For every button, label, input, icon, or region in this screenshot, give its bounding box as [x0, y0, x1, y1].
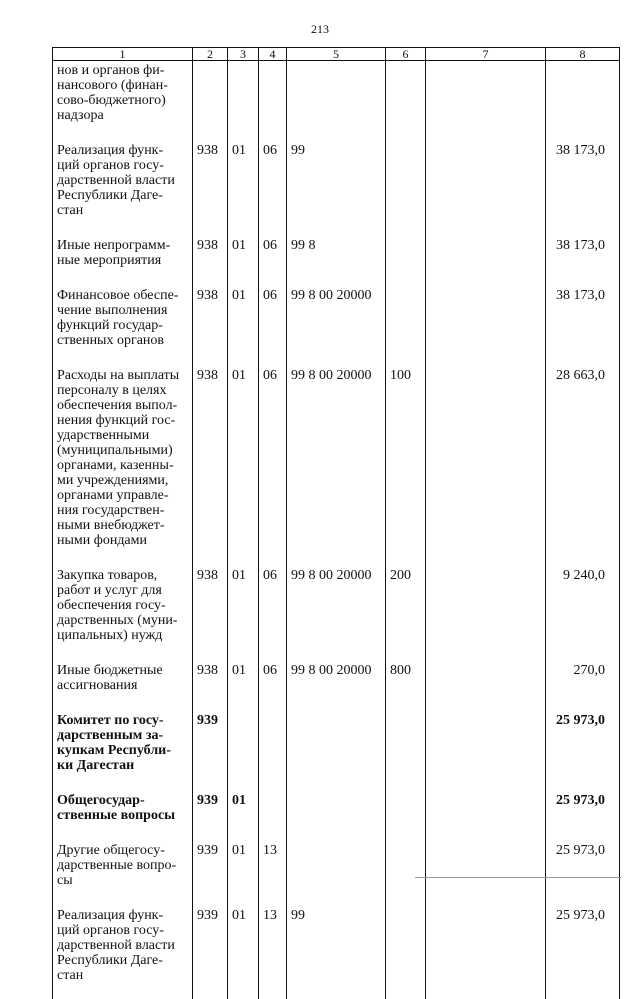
row-target-article-code	[287, 841, 386, 906]
row-subsection-code: 06	[259, 236, 287, 286]
row-name: Иные непрограмм- ные мероприятия	[53, 236, 193, 286]
row-amount: 25 973,0	[546, 841, 620, 906]
row-expense-type-code	[386, 906, 426, 999]
row-admin-code: 939	[193, 841, 228, 906]
header-row	[53, 48, 620, 61]
table-row	[53, 906, 620, 999]
row-target-article-code	[287, 791, 386, 841]
row-subsection-code	[259, 791, 287, 841]
row-section-code: 01	[228, 906, 259, 999]
row-subsection-code: 06	[259, 141, 287, 236]
row-column-7	[426, 791, 546, 841]
row-admin-code: 938	[193, 566, 228, 661]
row-name: Расходы на выплаты персоналу в целях обеспечения выпол- нения функций гос- ударственными (муниципальными) органами, казенны- ми учреждениями, органами управле- ния государствен- ными внебюджет- ными фондами	[53, 366, 193, 566]
row-admin-code	[193, 61, 228, 142]
row-section-code	[228, 711, 259, 791]
row-expense-type-code: 800	[386, 661, 426, 711]
row-section-code: 01	[228, 141, 259, 236]
row-admin-code: 939	[193, 711, 228, 791]
row-section-code: 01	[228, 791, 259, 841]
row-target-article-code: 99 8 00 20000	[287, 566, 386, 661]
row-column-7	[426, 236, 546, 286]
row-amount: 270,0	[546, 661, 620, 711]
row-admin-code: 938	[193, 141, 228, 236]
row-target-article-code: 99 8	[287, 236, 386, 286]
row-admin-code: 938	[193, 286, 228, 366]
column-header-3: 3	[228, 48, 259, 61]
row-name: нов и органов фи- нансового (финан- сово-бюджетного) надзора	[53, 61, 193, 142]
row-column-7	[426, 141, 546, 236]
row-amount: 38 173,0	[546, 236, 620, 286]
row-name: Комитет по госу- дарственным за- купкам Республи- ки Дагестан	[53, 711, 193, 791]
row-expense-type-code	[386, 711, 426, 791]
row-subsection-code: 06	[259, 566, 287, 661]
row-subsection-code: 13	[259, 841, 287, 906]
row-target-article-code: 99 8 00 20000	[287, 286, 386, 366]
row-expense-type-code	[386, 236, 426, 286]
row-amount: 9 240,0	[546, 566, 620, 661]
column-header-1: 1	[53, 48, 193, 61]
table-row	[53, 61, 620, 142]
row-amount: 25 973,0	[546, 791, 620, 841]
table-body	[53, 61, 620, 999]
row-amount: 25 973,0	[546, 906, 620, 999]
row-name: Реализация функ- ций органов госу- дарственной власти Республики Даге- стан	[53, 906, 193, 999]
page-number: 213	[0, 22, 640, 37]
row-column-7	[426, 841, 546, 906]
row-section-code: 01	[228, 236, 259, 286]
row-admin-code: 938	[193, 661, 228, 711]
row-column-7	[426, 286, 546, 366]
row-column-7	[426, 711, 546, 791]
row-name: Закупка товаров, работ и услуг для обеспечения госу- дарственных (муни- ципальных) нужд	[53, 566, 193, 661]
column-header-6: 6	[386, 48, 426, 61]
row-subsection-code: 06	[259, 366, 287, 566]
table-row	[53, 286, 620, 366]
table-row	[53, 236, 620, 286]
row-section-code: 01	[228, 661, 259, 711]
row-section-code: 01	[228, 566, 259, 661]
column-header-4: 4	[259, 48, 287, 61]
table-row	[53, 841, 620, 906]
row-expense-type-code: 200	[386, 566, 426, 661]
row-expense-type-code: 100	[386, 366, 426, 566]
row-name: Другие общегосу- дарственные вопро- сы	[53, 841, 193, 906]
row-column-7	[426, 906, 546, 999]
column-header-5: 5	[287, 48, 386, 61]
row-target-article-code: 99 8 00 20000	[287, 366, 386, 566]
table-row	[53, 661, 620, 711]
row-expense-type-code	[386, 141, 426, 236]
row-column-7	[426, 61, 546, 142]
row-name: Иные бюджетные ассигнования	[53, 661, 193, 711]
row-section-code: 01	[228, 841, 259, 906]
row-target-article-code: 99	[287, 141, 386, 236]
row-admin-code: 938	[193, 366, 228, 566]
row-name: Реализация функ- ций органов госу- дарственной власти Республики Даге- стан	[53, 141, 193, 236]
table-row	[53, 711, 620, 791]
row-amount	[546, 61, 620, 142]
row-expense-type-code	[386, 61, 426, 142]
table-row	[53, 791, 620, 841]
column-header-7: 7	[426, 48, 546, 61]
table-row	[53, 566, 620, 661]
row-section-code: 01	[228, 286, 259, 366]
row-subsection-code	[259, 711, 287, 791]
row-target-article-code	[287, 711, 386, 791]
row-column-7	[426, 566, 546, 661]
row-admin-code: 939	[193, 906, 228, 999]
row-name: Общегосудар- ственные вопросы	[53, 791, 193, 841]
row-expense-type-code	[386, 286, 426, 366]
footer-rule	[415, 877, 621, 878]
row-section-code: 01	[228, 366, 259, 566]
row-amount: 25 973,0	[546, 711, 620, 791]
row-subsection-code	[259, 61, 287, 142]
row-column-7	[426, 366, 546, 566]
row-subsection-code: 06	[259, 661, 287, 711]
table-row	[53, 141, 620, 236]
row-column-7	[426, 661, 546, 711]
column-header-8: 8	[546, 48, 620, 61]
row-amount: 38 173,0	[546, 286, 620, 366]
row-section-code	[228, 61, 259, 142]
budget-table	[52, 47, 620, 999]
row-amount: 38 173,0	[546, 141, 620, 236]
row-target-article-code: 99	[287, 906, 386, 999]
row-name: Финансовое обеспе- чение выполнения функций государ- ственных органов	[53, 286, 193, 366]
row-admin-code: 938	[193, 236, 228, 286]
row-target-article-code: 99 8 00 20000	[287, 661, 386, 711]
row-expense-type-code	[386, 841, 426, 906]
row-amount: 28 663,0	[546, 366, 620, 566]
row-expense-type-code	[386, 791, 426, 841]
row-subsection-code: 13	[259, 906, 287, 999]
row-subsection-code: 06	[259, 286, 287, 366]
column-header-2: 2	[193, 48, 228, 61]
row-target-article-code	[287, 61, 386, 142]
row-admin-code: 939	[193, 791, 228, 841]
table-row	[53, 366, 620, 566]
